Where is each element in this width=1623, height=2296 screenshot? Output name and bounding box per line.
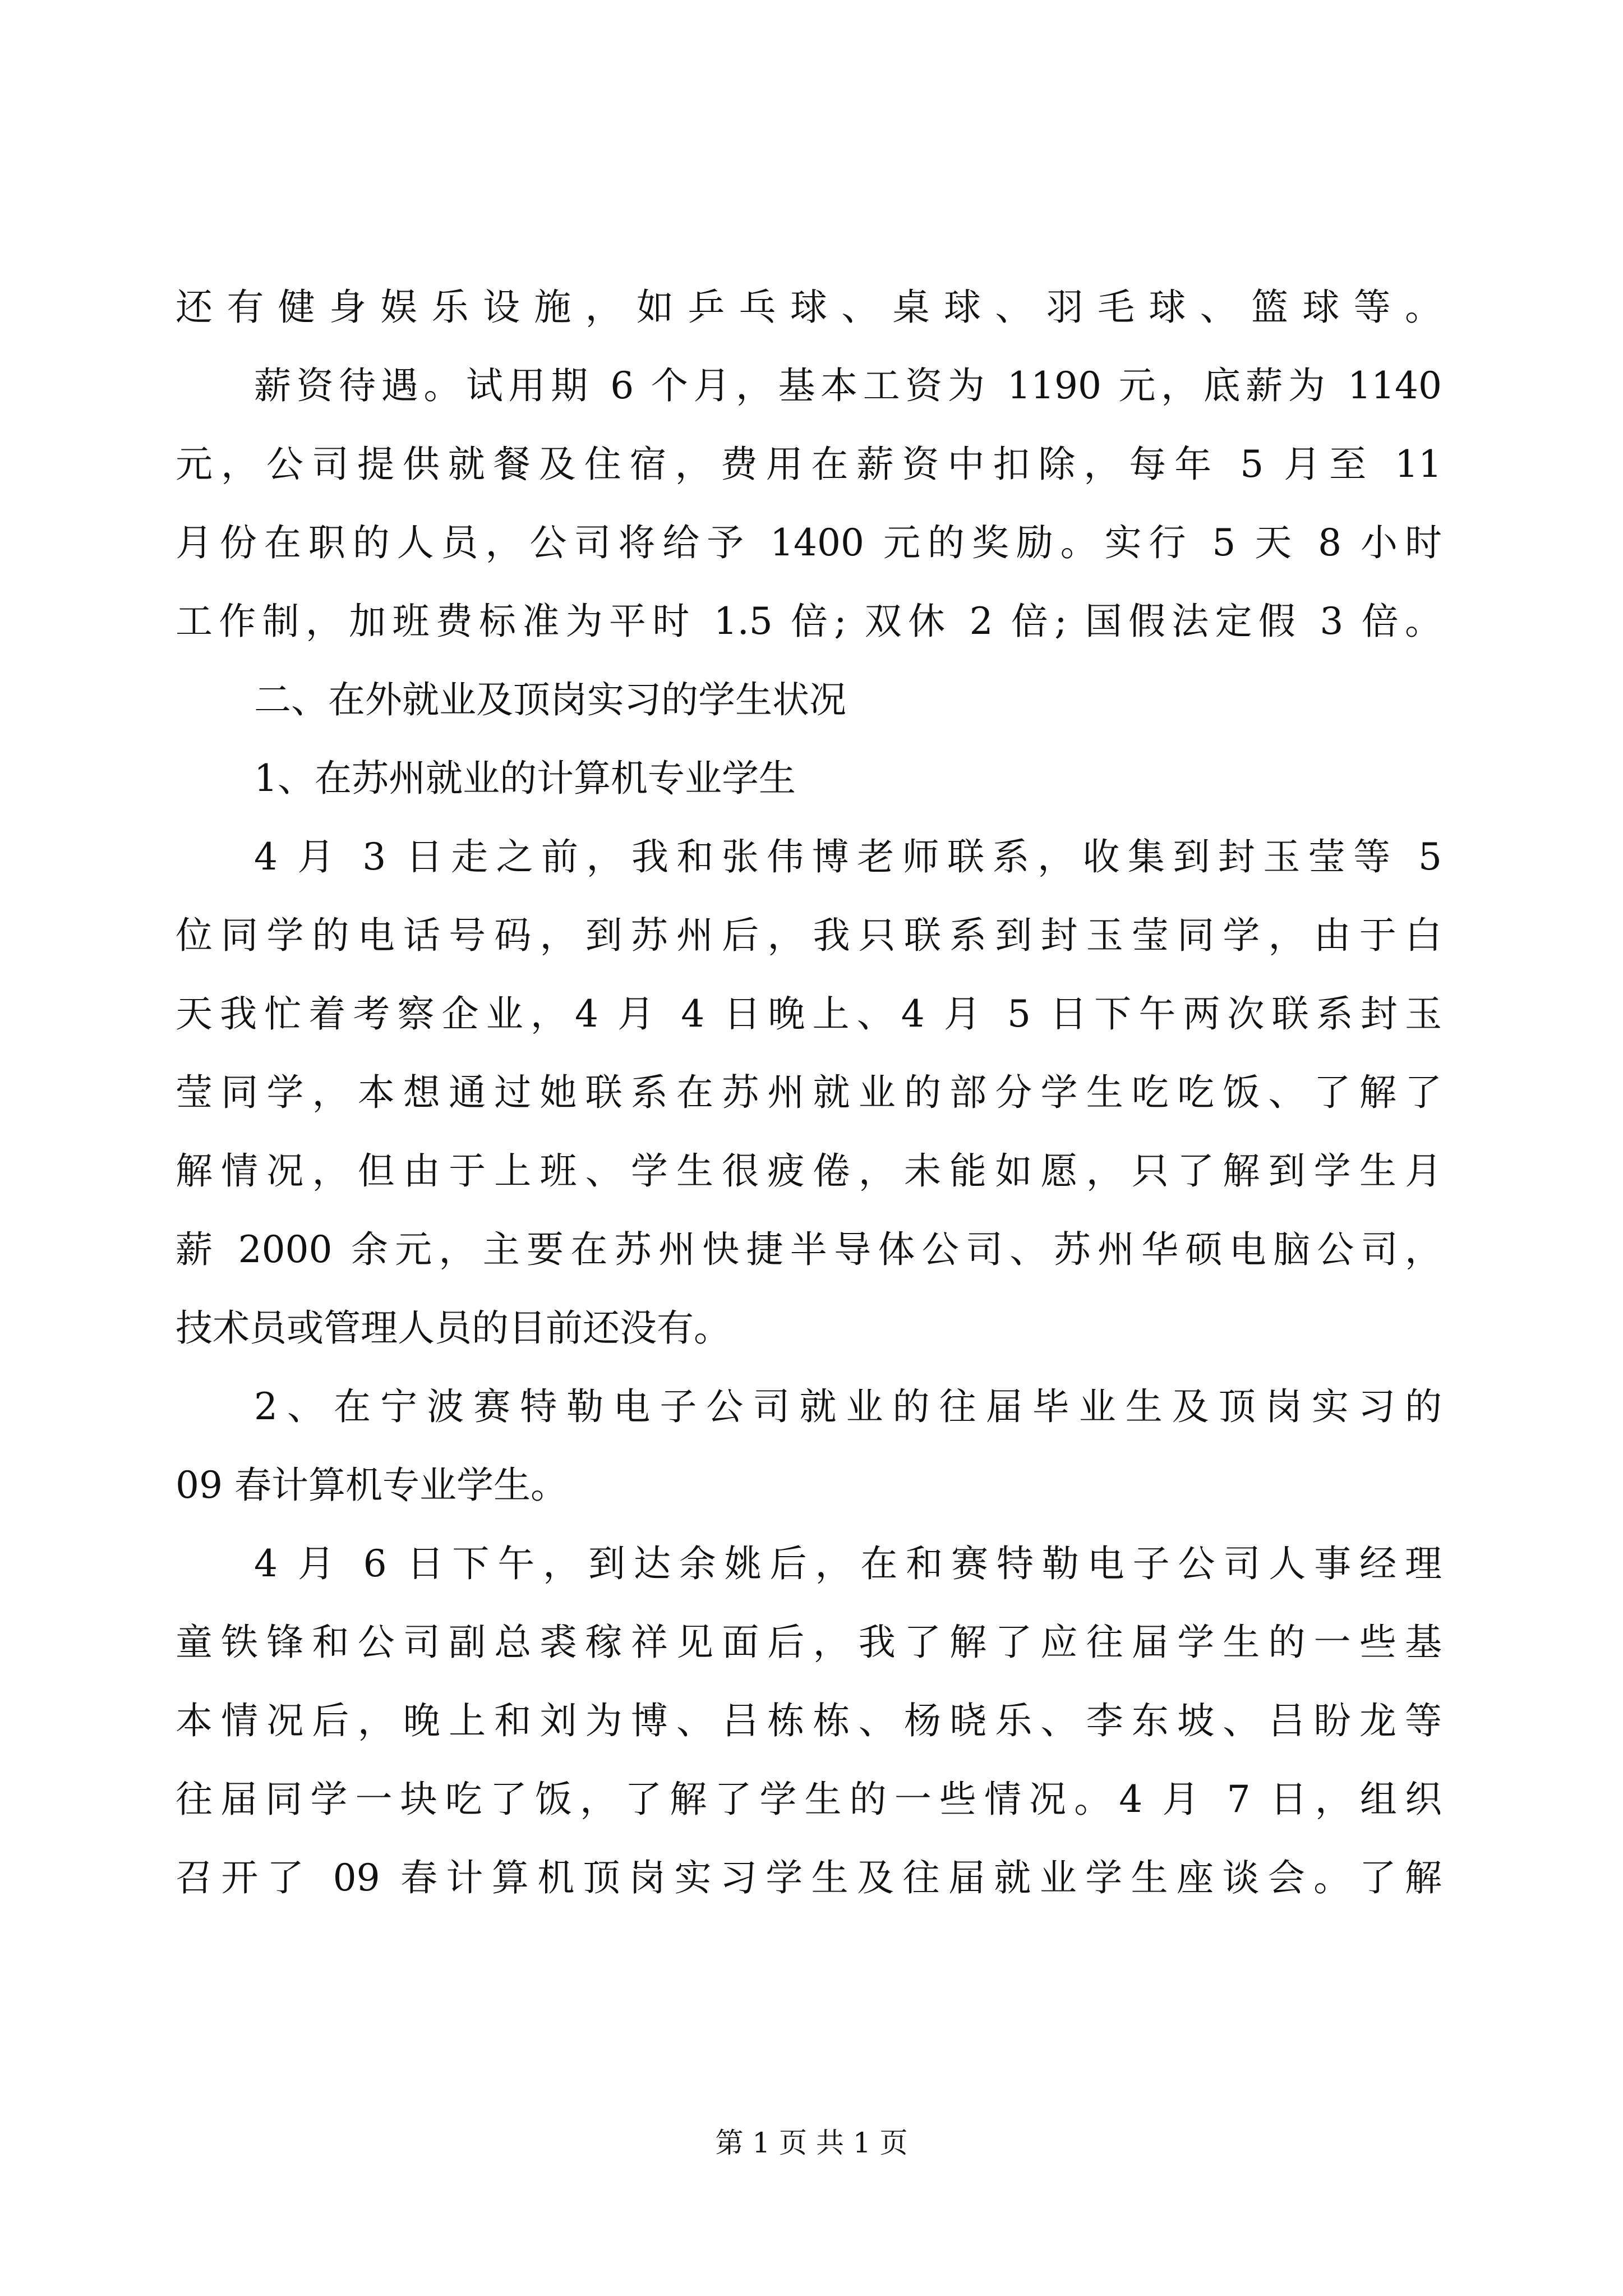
text-line: 工作制，加班费标准为平时 1.5 倍; 双休 2 倍; 国假法定假 3 倍。 — [176, 600, 1442, 643]
text-line: 4 月 3 日走之前，我和张伟博老师联系，收集到封玉莹等 5 — [254, 835, 1442, 878]
text-line: 解情况，但由于上班、学生很疲倦，未能如愿，只了解到学生月 — [176, 1149, 1442, 1193]
document-body — [176, 268, 1442, 1917]
text-line: 本情况后，晚上和刘为博、吕栋栋、杨晓乐、李东坡、吕盼龙等 — [176, 1699, 1442, 1742]
text-line: 童铁锋和公司副总裘稼祥见面后，我了解了应往届学生的一些基 — [176, 1621, 1442, 1664]
subsection-heading: 2、在宁波赛特勒电子公司就业的往届毕业生及顶岗实习的 — [254, 1385, 1442, 1428]
text-line: 元，公司提供就餐及住宿，费用在薪资中扣除，每年 5 月至 11 — [176, 443, 1442, 486]
text-line: 位同学的电话号码，到苏州后，我只联系到封玉莹同学，由于白 — [176, 914, 1442, 957]
text-line: 天我忙着考察企业，4 月 4 日晚上、4 月 5 日下午两次联系封玉 — [176, 992, 1442, 1036]
text-line: 4 月 6 日下午，到达余姚后，在和赛特勒电子公司人事经理 — [254, 1542, 1442, 1585]
text-line: 薪 2000 余元，主要在苏州快捷半导体公司、苏州华硕电脑公司， — [176, 1228, 1442, 1271]
text-line: 月份在职的人员，公司将给予 1400 元的奖励。实行 5 天 8 小时 — [176, 521, 1442, 564]
subsection-heading: 1、在苏州就业的计算机专业学生 — [254, 757, 796, 800]
text-line: 还有健身娱乐设施，如乒乓球、桌球、羽毛球、篮球等。 — [176, 286, 1442, 329]
text-line: 召开了 09 春计算机顶岗实习学生及往届就业学生座谈会。了解 — [176, 1856, 1442, 1899]
text-line: 薪资待遇。试用期 6 个月，基本工资为 1190 元，底薪为 1140 — [254, 364, 1442, 407]
text-line: 往届同学一块吃了饭，了解了学生的一些情况。4 月 7 日，组织 — [176, 1778, 1442, 1821]
subsection-heading: 09 春计算机专业学生。 — [176, 1464, 568, 1507]
page-footer: 第 1 页 共 1 页 — [715, 2127, 908, 2159]
text-line: 莹同学，本想通过她联系在苏州就业的部分学生吃吃饭、了解了 — [176, 1071, 1442, 1114]
section-heading: 二、在外就业及顶岗实习的学生状况 — [254, 678, 846, 721]
text-line: 技术员或管理人员的目前还没有。 — [176, 1306, 731, 1350]
